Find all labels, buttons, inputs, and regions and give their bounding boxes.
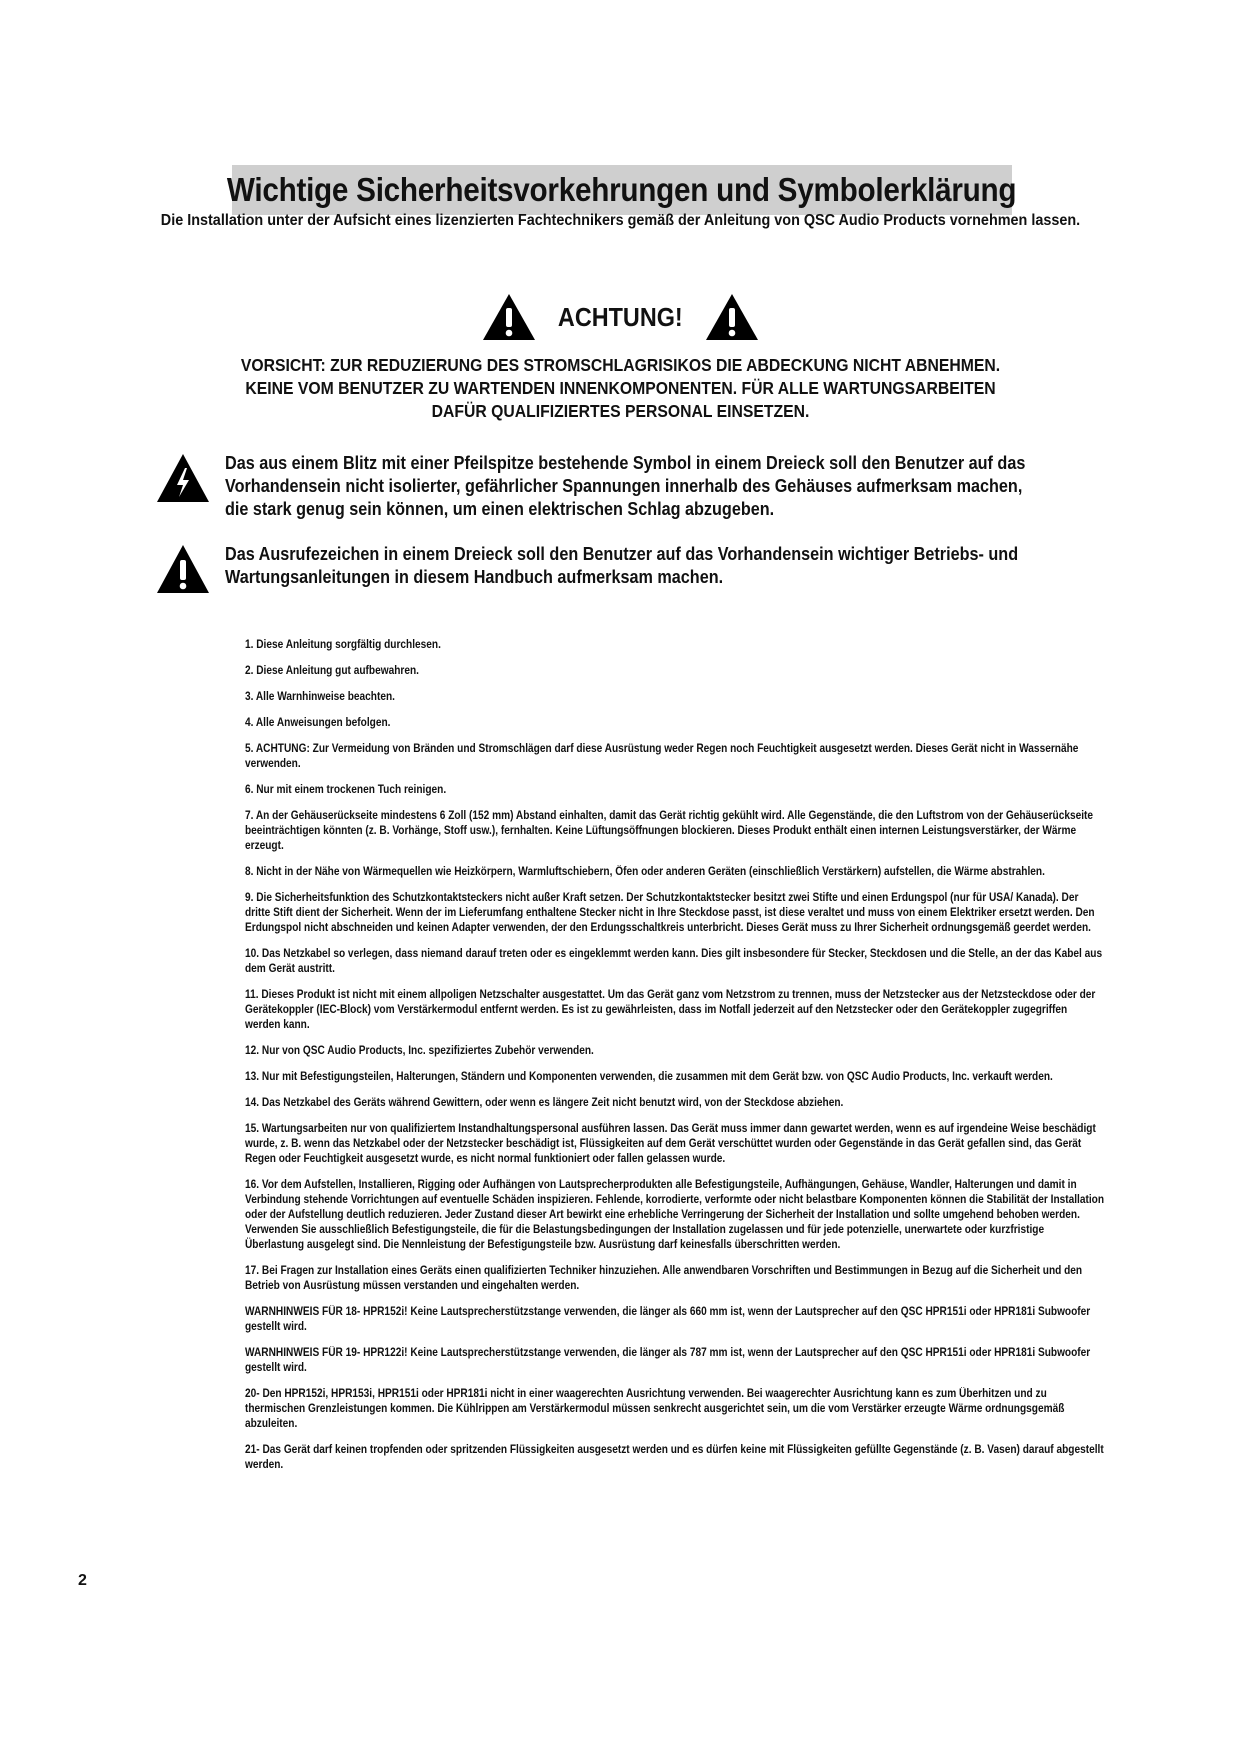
page-subtitle: Die Installation unter der Aufsicht eines lizenzierten Fachtechnikers gemäß der Anleitung von QSC Audio Products vornehmen lassen. (160, 212, 1081, 229)
list-item: 11. Dieses Produkt ist nicht mit einem allpoligen Netzschalter ausgestattet. Um das Gerät ganz vom Netzstrom zu trennen, muss der Netzstecker aus der Netzsteckdose oder der Gerätekoppler (IEC-Block) vom Verstärkermodul entfernt werden. Es ist zu gewährleisten, dass im Notfall jederzeit auf den Netzstecker oder den Gerätekoppler zugegriffen werden kann. (245, 989, 1096, 1031)
list-item: 6. Nur mit einem trockenen Tuch reinigen. (245, 784, 447, 796)
list-item: 3. Alle Warnhinweise beachten. (245, 691, 395, 703)
list-item: 4. Alle Anweisungen befolgen. (245, 717, 391, 729)
list-item: 7. An der Gehäuserückseite mindestens 6 Zoll (152 mm) Abstand einhalten, damit das Gerät richtig gekühlt wird. Alle Gegenstände, die den Luftstrom von der Gehäuserückseite beeinträchtigen könnten (z. B. Vorhänge, Stoff usw.), fernhalten. Keine Lüftungsöffnungen blockieren. Dieses Produkt enthält einen internen Leistungsverstärker, der Wärme erzeugt. (245, 810, 1094, 852)
caution-line: DAFÜR QUALIFIZIERTES PERSONAL EINSETZEN. (431, 401, 810, 421)
caution-text (0, 354, 1241, 423)
lightning-symbol-explanation (155, 452, 1115, 521)
list-item: 8. Nicht in der Nähe von Wärmequellen wie Heizkörpern, Warmluftschiebern, Öfen oder anderen Geräten (einschließlich Verstärkern) aufstellen, die Wärme abstrahlen. (245, 866, 1045, 878)
list-item: 17. Bei Fragen zur Installation eines Geräts einen qualifizierten Techniker hinzuziehen. Alle anwendbaren Vorschriften und Bestimmungen in Bezug auf die Sicherheit und den Betrieb von Ausrüstung müssen verstanden und eingehalten werden. (245, 1265, 1083, 1292)
list-item: 20- Den HPR152i, HPR153i, HPR151i oder HPR181i nicht in einer waagerechten Ausrichtung verwenden. Bei waagerechter Ausrichtung kann es zum Überhitzen und zu thermischen Grenzleistungen kommen. Die Kühlrippen am Verstärkermodul müssen senkrecht ausgerichtet sein, um die vom Verstärker erzeugte Wärme ordnungsgemäß abzuleiten. (245, 1388, 1065, 1430)
list-item: 14. Das Netzkabel des Geräts während Gewittern, oder wenn es längere Zeit nicht benutzt wird, von der Steckdose abziehen. (245, 1097, 844, 1109)
list-item: 21- Das Gerät darf keinen tropfenden oder spritzenden Flüssigkeiten ausgesetzt werden und es dürfen keine mit Flüssigkeiten gefüllte Gegenstände (z. B. Vasen) darauf abgestellt werden. (245, 1444, 1104, 1471)
page-number: 2 (78, 1572, 87, 1589)
exclamation-symbol-explanation (155, 543, 1115, 595)
caution-line: KEINE VOM BENUTZER ZU WARTENDEN INNENKOMPONENTEN. FÜR ALLE WARTUNGSARBEITEN (245, 378, 996, 398)
title-banner (227, 165, 1017, 215)
list-item: 10. Das Netzkabel so verlegen, dass niemand darauf treten oder es eingeklemmt werden kann. Dies gilt insbesondere für Stecker, Steckdosen und die Stelle, an der das Kabel aus dem Gerät austritt. (245, 948, 1103, 975)
warning-header (0, 292, 1241, 342)
page-title: Wichtige Sicherheitsvorkehrungen und Symbolerklärung (227, 171, 1017, 208)
caution-line: VORSICHT: ZUR REDUZIERUNG DES STROMSCHLAGRISIKOS DIE ABDECKUNG NICHT ABNEHMEN. (240, 355, 1001, 375)
warning-triangle-icon (481, 292, 537, 342)
safety-instructions-list (245, 638, 1105, 1484)
list-item: 16. Vor dem Aufstellen, Installieren, Rigging oder Aufhängen von Lautsprecherprodukten alle Befestigungsteile, Aufhängungen, Gehäuse, Wandler, Halterungen und damit in Verbindung stehende Vorrichtungen auf eventuelle Schäden inspizieren. Fehlende, korrodierte, verformte oder nicht belastbare Komponenten können die Stabilität der Installation oder der Aufstellung deutlich reduzieren. Jeder Zustand dieser Art bewirkt eine erhebliche Verringerung der Sicherheit der Installation und sollte umgehend behoben werden. Verwenden Sie ausschließlich Befestigungsteile, die für die Belastungsbedingungen der Installation zugelassen und für jede potenzielle, unerwartete oder kurzfristige Überlastung ausgelegt sind. Die Nennleistung der Befestigungsteile bzw. Ausrüstung darf keinesfalls überschritten werden. (245, 1179, 1105, 1251)
warning-label: ACHTUNG! (558, 301, 683, 332)
lightning-triangle-icon (155, 452, 211, 504)
list-item: 5. ACHTUNG: Zur Vermeidung von Bränden und Stromschlägen darf diese Ausrüstung weder Regen noch Feuchtigkeit ausgesetzt werden. Dieses Gerät nicht in Wassernähe verwenden. (245, 743, 1079, 770)
list-item: WARNHINWEIS FÜR 18- HPR152i! Keine Lautsprecherstützstange verwenden, die länger als 660 mm ist, wenn der Lautsprecher auf den QSC HPR151i oder HPR181i Subwoofer gestellt wird. (245, 1306, 1091, 1333)
exclamation-triangle-icon (155, 543, 211, 595)
list-item: 12. Nur von QSC Audio Products, Inc. spezifiziertes Zubehör verwenden. (245, 1045, 594, 1057)
list-item: 13. Nur mit Befestigungsteilen, Halterungen, Ständern und Komponenten verwenden, die zusammen mit dem Gerät bzw. von QSC Audio Products, Inc. verkauft werden. (245, 1071, 1053, 1083)
warning-triangle-icon (704, 292, 760, 342)
list-item: WARNHINWEIS FÜR 19- HPR122i! Keine Lautsprecherstützstange verwenden, die länger als 787 mm ist, wenn der Lautsprecher auf den QSC HPR151i oder HPR181i Subwoofer gestellt wird. (245, 1347, 1091, 1374)
list-item: 9. Die Sicherheitsfunktion des Schutzkontaktsteckers nicht außer Kraft setzen. Der Schutzkontaktstecker besitzt zwei Stifte und einen Erdungspol (nur für USA/ Kanada). Der dritte Stift dient der Sicherheit. Wenn der im Lieferumfang enthaltene Stecker nicht in Ihre Steckdose passt, ist diese veraltet und muss von einem Elektriker ersetzt werden. Den Erdungspol nicht abschneiden und keinen Adapter verwenden, der den Erdungsschaltkreis unterbricht. Dieses Gerät muss zu Ihrer Sicherheit ordnungsgemäß geerdet werden. (245, 892, 1095, 934)
list-item: 2. Diese Anleitung gut aufbewahren. (245, 665, 419, 677)
exclamation-symbol-text: Das Ausrufezeichen in einem Dreieck soll den Benutzer auf das Vorhandensein wichtiger Betriebs- und Wartungsanleitungen in diesem Handbuch aufmerksam machen. (225, 544, 1019, 587)
list-item: 1. Diese Anleitung sorgfältig durchlesen. (245, 639, 441, 651)
lightning-symbol-text: Das aus einem Blitz mit einer Pfeilspitze bestehende Symbol in einem Dreieck soll den Benutzer auf das Vorhandensein nicht isolierter, gefährlicher Spannungen innerhalb des Gehäuses aufmerksam machen, die stark genug sein können, um einen elektrischen Schlag abzugeben. (225, 453, 1026, 519)
list-item: 15. Wartungsarbeiten nur von qualifiziertem Instandhaltungspersonal ausführen lassen. Das Gerät muss immer dann gewartet werden, wenn es auf irgendeine Weise beschädigt wurde, z. B. wenn das Netzkabel oder der Netzstecker beschädigt ist, Flüssigkeiten auf dem Gerät verschüttet wurden oder Gegenstände in das Gerät gefallen sind, das Gerät Regen oder Feuchtigkeit ausgesetzt wurde, es nicht normal funktioniert oder fallen gelassen wurde. (245, 1123, 1096, 1165)
